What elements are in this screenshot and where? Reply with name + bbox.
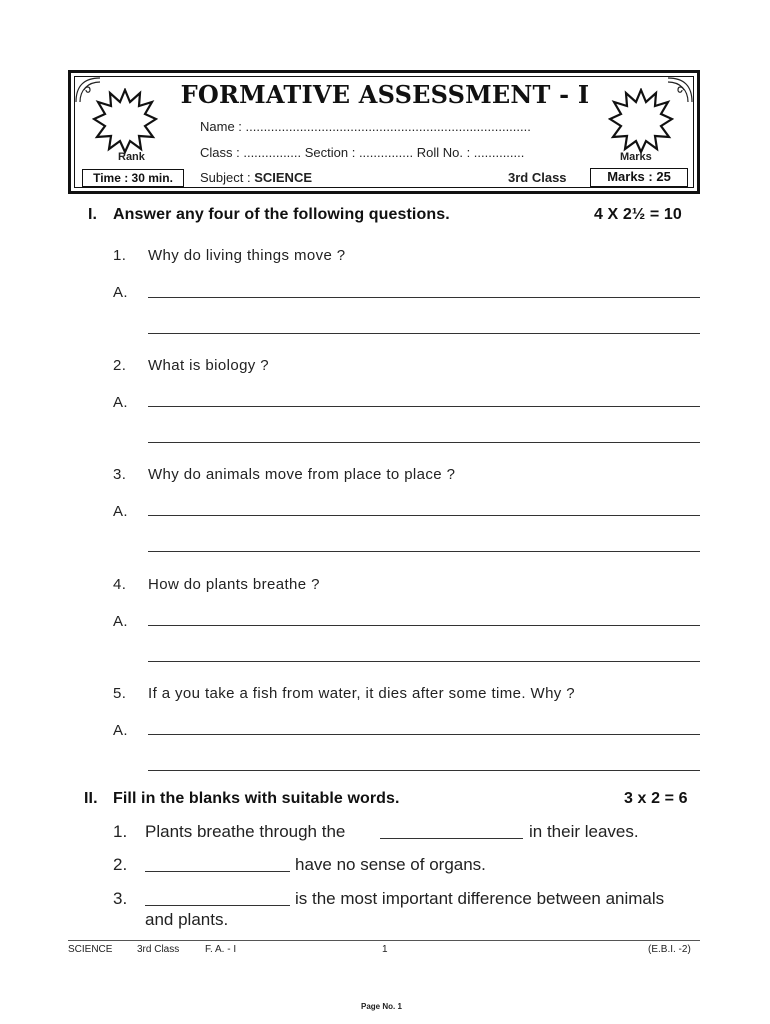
answer-line[interactable] [148, 442, 700, 443]
answer-line[interactable] [148, 625, 700, 626]
answer-line[interactable] [148, 770, 700, 771]
name-field[interactable]: Name : ............................................................................... [200, 119, 531, 134]
footer-subject: SCIENCE [68, 944, 113, 955]
fill-blank-text-continued: and plants. [145, 910, 229, 929]
fill-blank-number: 2. [113, 855, 128, 874]
answer-line[interactable] [148, 551, 700, 552]
fill-blank-number: 1. [113, 822, 128, 841]
marks-label: Marks [620, 151, 652, 163]
section-1-title: Answer any four of the following questions. [113, 206, 450, 223]
page-label: Page No. 1 [361, 1002, 402, 1011]
footer-rule [68, 940, 700, 941]
section-2-marks: 3 x 2 = 6 [624, 790, 688, 807]
section-1-number: I. [88, 206, 98, 223]
subject-field [200, 170, 312, 185]
answer-label: A. [113, 722, 128, 739]
answer-label: A. [113, 394, 128, 411]
fill-blank-line[interactable] [145, 871, 290, 872]
footer-exam: F. A. - I [205, 944, 237, 955]
question-number: 5. [113, 685, 127, 702]
question-number: 4. [113, 576, 127, 593]
footer-class: 3rd Class [137, 944, 180, 955]
section-2-title: Fill in the blanks with suitable words. [113, 790, 400, 807]
marks-total-box: Marks : 25 [590, 168, 688, 187]
fill-blank-text-after: have no sense of organs. [295, 855, 486, 874]
question-text: Why do animals move from place to place ? [148, 466, 456, 483]
fill-blank-line[interactable] [145, 905, 290, 906]
page-title: FORMATIVE ASSESSMENT - I [180, 80, 590, 109]
question-number: 3. [113, 466, 127, 483]
rank-star-badge-icon [92, 88, 158, 154]
fill-blank-number: 3. [113, 889, 128, 908]
fill-blank-text-after: in their leaves. [529, 822, 639, 841]
question-number: 2. [113, 357, 127, 374]
answer-line[interactable] [148, 661, 700, 662]
answer-line[interactable] [148, 333, 700, 334]
answer-line[interactable] [148, 734, 700, 735]
fill-blank-text-after: is the most important difference between animals [295, 889, 665, 908]
marks-star-badge-icon [608, 88, 674, 154]
fill-blank-text-before: Plants breathe through the [145, 822, 346, 841]
class-value: 3rd Class [508, 170, 567, 185]
answer-label: A. [113, 284, 128, 301]
rank-label: Rank [118, 151, 145, 163]
question-text: How do plants breathe ? [148, 576, 320, 593]
question-text: If a you take a fish from water, it dies after some time. Why ? [148, 685, 576, 702]
answer-line[interactable] [148, 297, 700, 298]
answer-label: A. [113, 503, 128, 520]
fill-blank-line[interactable] [380, 838, 523, 839]
subject-label: Subject : [200, 170, 251, 185]
question-text: What is biology ? [148, 357, 270, 374]
subject-value: SCIENCE [254, 170, 313, 185]
section-2-number: II. [84, 790, 98, 807]
question-text: Why do living things move ? [148, 247, 346, 264]
answer-label: A. [113, 613, 128, 630]
answer-line[interactable] [148, 406, 700, 407]
time-box: Time : 30 min. [82, 169, 184, 187]
section-1-marks: 4 X 2½ = 10 [594, 206, 682, 223]
class-section-roll-field[interactable]: Class : ................ Section : ............... Roll No. : .............. [200, 145, 525, 160]
answer-line[interactable] [148, 515, 700, 516]
footer-code: (E.B.I. -2) [648, 944, 691, 955]
footer-page-number: 1 [382, 944, 388, 955]
question-number: 1. [113, 247, 127, 264]
